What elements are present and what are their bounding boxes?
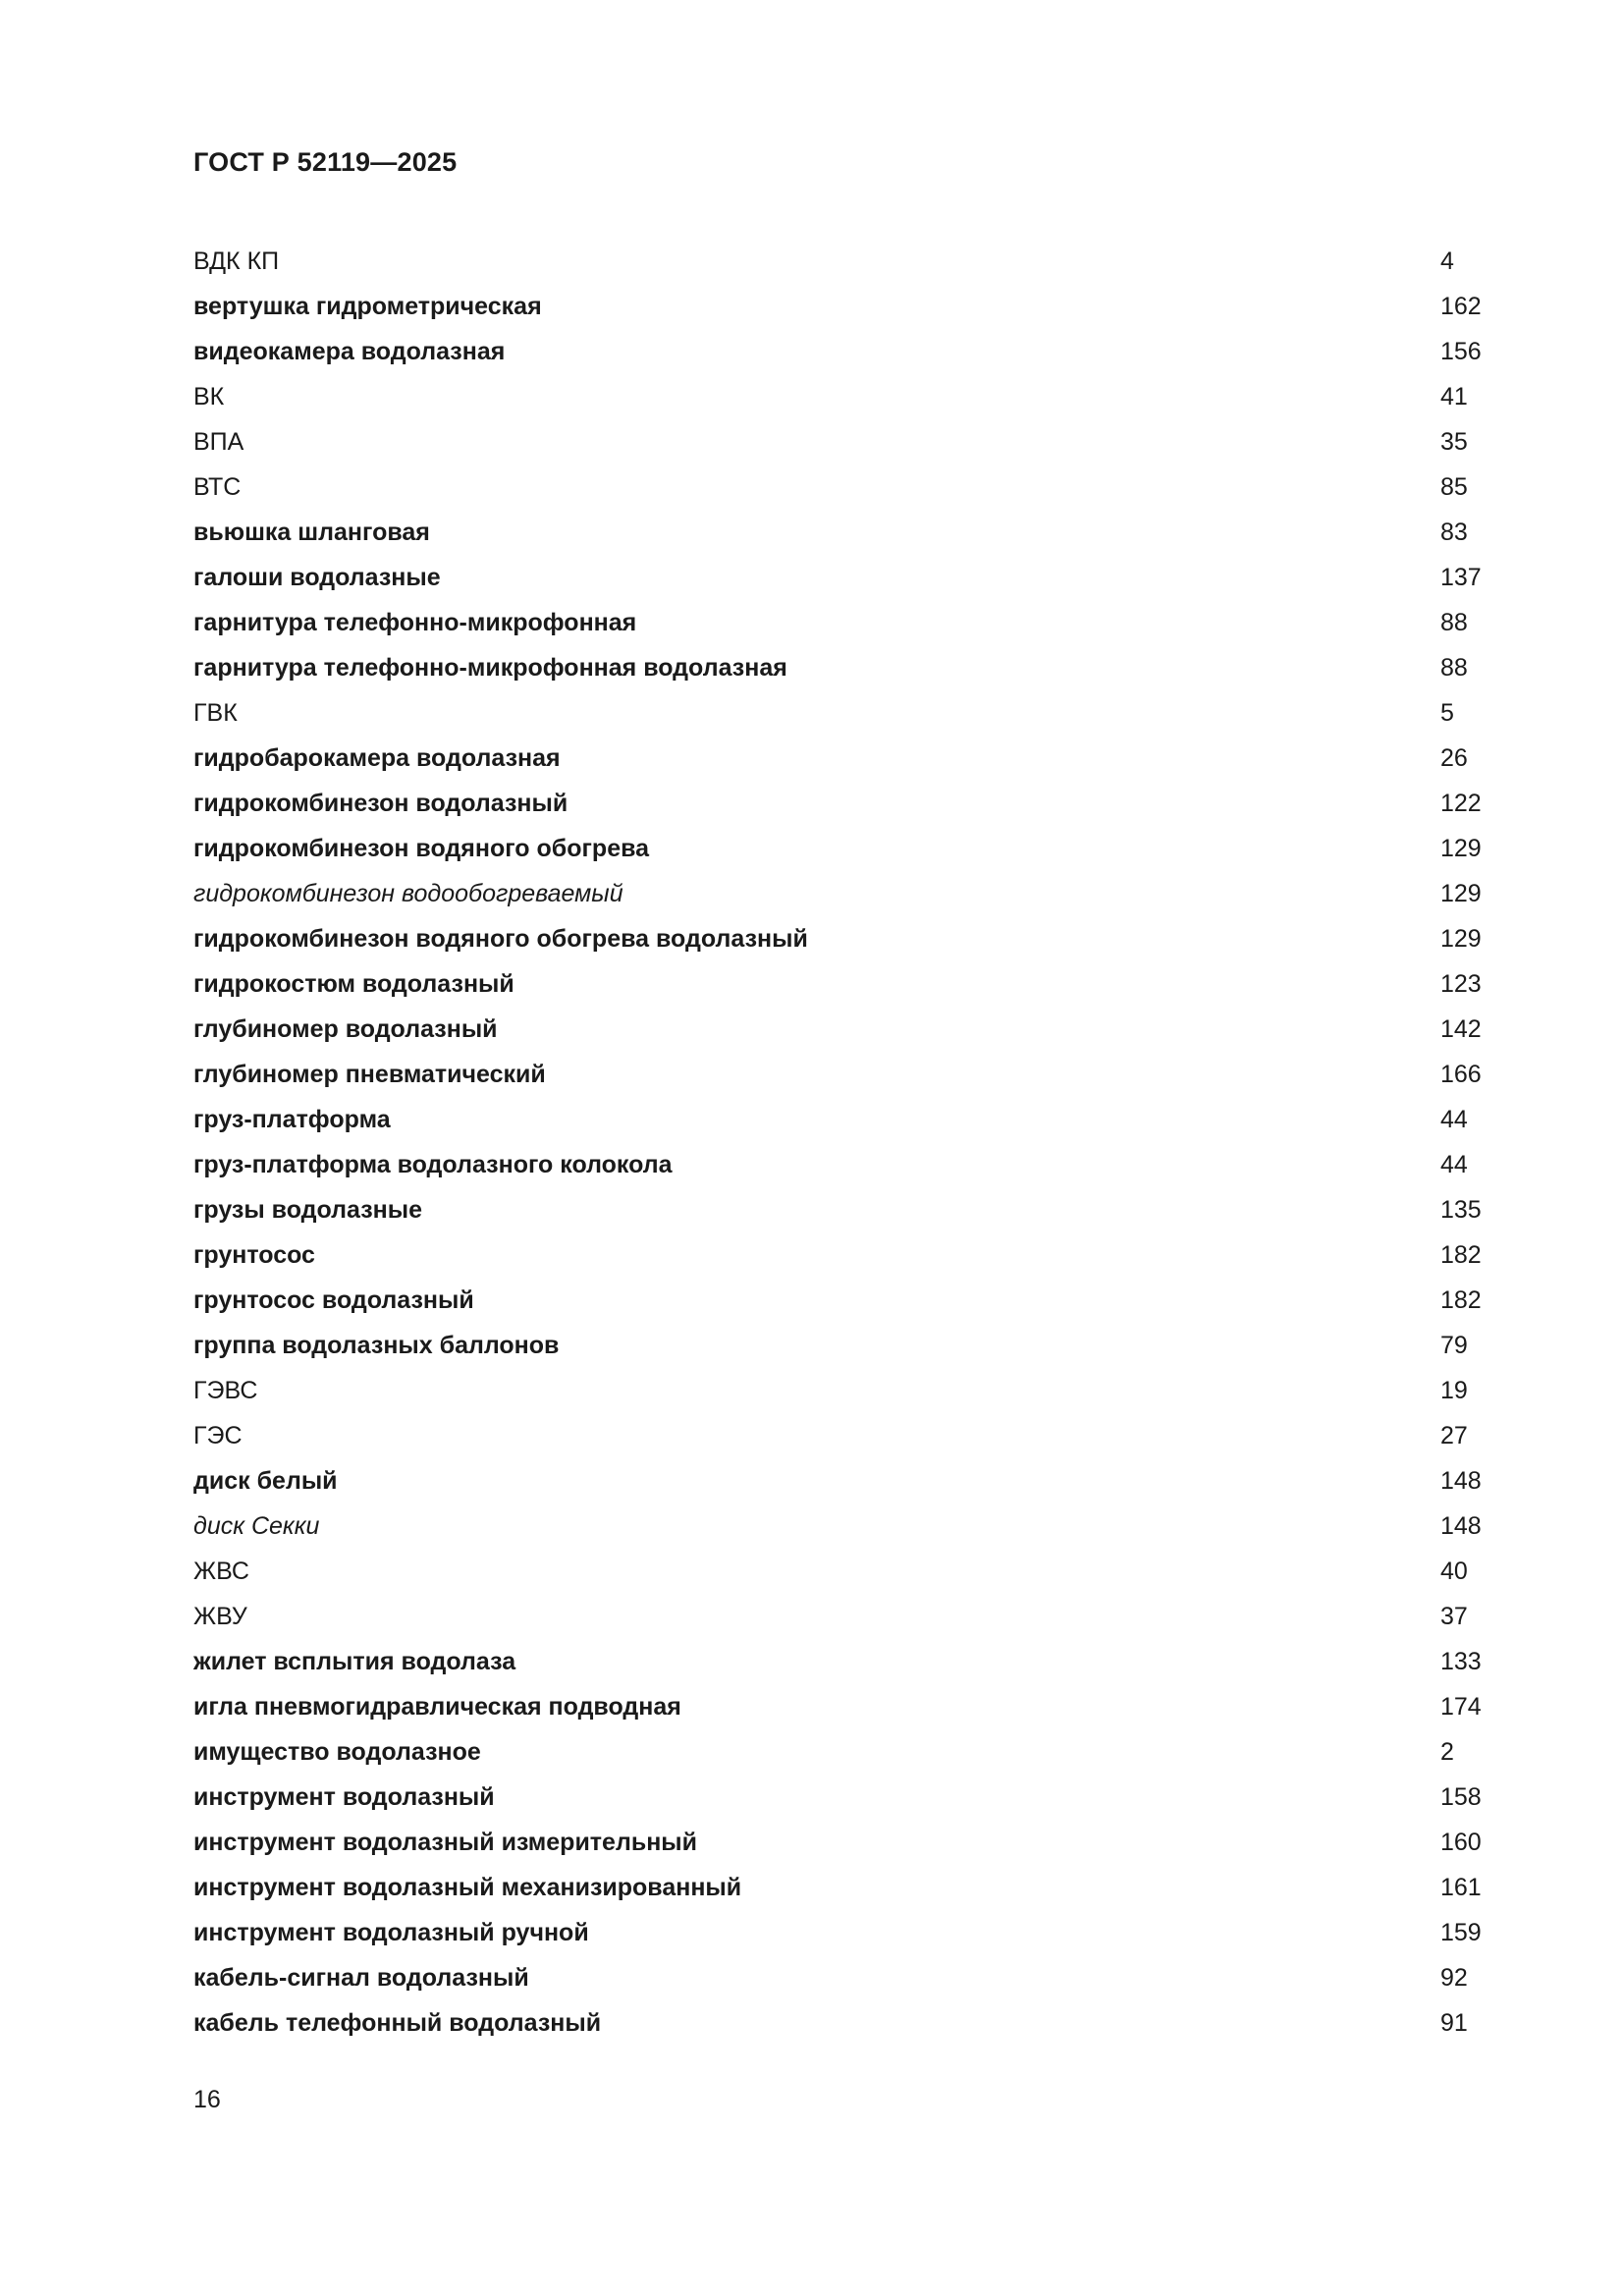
- index-term-number: 27: [1440, 1422, 1468, 1449]
- index-term-number: 142: [1440, 1015, 1482, 1043]
- index-term-number: 85: [1440, 473, 1468, 501]
- index-entry: [193, 1368, 1489, 1413]
- index-term: вьюшка шланговая: [193, 519, 430, 546]
- index-entry: [193, 1910, 1489, 1955]
- index-entry: [193, 1775, 1489, 1820]
- index-term: гидрокомбинезон водолазный: [193, 790, 568, 817]
- index-entry: [193, 374, 1489, 419]
- index-entry: [193, 1820, 1489, 1865]
- index-term: имущество водолазное: [193, 1738, 481, 1766]
- index-term: ВПА: [193, 428, 244, 456]
- index-term-number: 162: [1440, 293, 1482, 320]
- index-term-number: 83: [1440, 519, 1468, 546]
- index-term-number: 158: [1440, 1783, 1482, 1811]
- index-entry: [193, 1729, 1489, 1775]
- index-term-number: 40: [1440, 1558, 1468, 1585]
- index-entry: [193, 781, 1489, 826]
- index-entry: [193, 1955, 1489, 2000]
- index-term-number: 182: [1440, 1286, 1482, 1314]
- index-term-number: 92: [1440, 1964, 1468, 1992]
- index-term-number: 88: [1440, 609, 1468, 636]
- index-entry: [193, 1865, 1489, 1910]
- index-term: гидрокомбинезон водообогреваемый: [193, 880, 623, 907]
- index-term: гарнитура телефонно-микрофонная: [193, 609, 637, 636]
- index-entry: [193, 1639, 1489, 1684]
- index-entry: [193, 465, 1489, 510]
- index-entry: [193, 555, 1489, 600]
- index-entry: [193, 329, 1489, 374]
- index-entry: [193, 1052, 1489, 1097]
- index-term: инструмент водолазный измерительный: [193, 1829, 698, 1856]
- index-entry: [193, 916, 1489, 961]
- index-term-number: 129: [1440, 835, 1482, 862]
- index-term: гидробарокамера водолазная: [193, 744, 561, 772]
- index-term-number: 159: [1440, 1919, 1482, 1946]
- index-term: грунтосос: [193, 1241, 315, 1269]
- page-number: 16: [193, 2086, 221, 2113]
- index-term-number: 166: [1440, 1061, 1482, 1088]
- index-term: диск Секки: [193, 1512, 320, 1540]
- index-term-number: 182: [1440, 1241, 1482, 1269]
- index-term: кабель-сигнал водолазный: [193, 1964, 529, 1992]
- index-term-number: 161: [1440, 1874, 1482, 1901]
- index-term-number: 148: [1440, 1512, 1482, 1540]
- index-term-number: 129: [1440, 925, 1482, 953]
- index-term-number: 79: [1440, 1332, 1468, 1359]
- document-code-header: ГОСТ Р 52119—2025: [193, 147, 458, 177]
- index-term: игла пневмогидравлическая подводная: [193, 1693, 681, 1721]
- index-term: ВК: [193, 383, 225, 410]
- index-entry: [193, 1187, 1489, 1232]
- index-entry: [193, 1458, 1489, 1503]
- index-term: гидрокостюм водолазный: [193, 970, 514, 998]
- index-term: видеокамера водолазная: [193, 338, 506, 365]
- index-term-number: 91: [1440, 2009, 1468, 2037]
- index-term-number: 4: [1440, 247, 1454, 275]
- index-term: группа водолазных баллонов: [193, 1332, 560, 1359]
- index-term: гарнитура телефонно-микрофонная водолазная: [193, 654, 787, 682]
- index-term: инструмент водолазный ручной: [193, 1919, 589, 1946]
- index-entry: [193, 1007, 1489, 1052]
- index-term-number: 2: [1440, 1738, 1454, 1766]
- index-entry: [193, 1413, 1489, 1458]
- index-term-number: 156: [1440, 338, 1482, 365]
- index-term: ВДК КП: [193, 247, 280, 275]
- index-term-number: 123: [1440, 970, 1482, 998]
- term-index-list: [193, 239, 1489, 2046]
- index-term: ГЭВС: [193, 1377, 258, 1404]
- index-entry: [193, 961, 1489, 1007]
- index-entry: [193, 871, 1489, 916]
- index-term: гидрокомбинезон водяного обогрева: [193, 835, 650, 862]
- index-term: ЖВУ: [193, 1603, 247, 1630]
- index-entry: [193, 1323, 1489, 1368]
- index-term: ЖВС: [193, 1558, 249, 1585]
- index-term-number: 137: [1440, 564, 1482, 591]
- index-term: глубиномер водолазный: [193, 1015, 498, 1043]
- index-entry: [193, 1594, 1489, 1639]
- index-entry: [193, 1097, 1489, 1142]
- index-entry: [193, 690, 1489, 736]
- index-term-number: 26: [1440, 744, 1468, 772]
- index-term-number: 174: [1440, 1693, 1482, 1721]
- index-term-number: 44: [1440, 1106, 1468, 1133]
- index-term: вертушка гидрометрическая: [193, 293, 542, 320]
- index-term-number: 160: [1440, 1829, 1482, 1856]
- index-term: грунтосос водолазный: [193, 1286, 474, 1314]
- index-term: гидрокомбинезон водяного обогрева водолазный: [193, 925, 808, 953]
- index-term-number: 5: [1440, 699, 1454, 727]
- index-term: жилет всплытия водолаза: [193, 1648, 516, 1675]
- index-term-number: 135: [1440, 1196, 1482, 1224]
- index-entry: [193, 1549, 1489, 1594]
- index-term-number: 19: [1440, 1377, 1468, 1404]
- index-entry: [193, 1503, 1489, 1549]
- index-term: кабель телефонный водолазный: [193, 2009, 602, 2037]
- index-entry: [193, 284, 1489, 329]
- index-entry: [193, 419, 1489, 465]
- index-term: галоши водолазные: [193, 564, 441, 591]
- index-entry: [193, 2000, 1489, 2046]
- index-entry: [193, 826, 1489, 871]
- index-term-number: 44: [1440, 1151, 1468, 1178]
- index-term: диск белый: [193, 1467, 338, 1495]
- index-term-number: 148: [1440, 1467, 1482, 1495]
- index-term-number: 129: [1440, 880, 1482, 907]
- index-term-number: 37: [1440, 1603, 1468, 1630]
- index-term: груз-платформа: [193, 1106, 391, 1133]
- index-term: инструмент водолазный: [193, 1783, 495, 1811]
- index-entry: [193, 1684, 1489, 1729]
- index-term: груз-платформа водолазного колокола: [193, 1151, 673, 1178]
- index-entry: [193, 1142, 1489, 1187]
- index-entry: [193, 645, 1489, 690]
- index-term: ГЭС: [193, 1422, 243, 1449]
- index-term-number: 41: [1440, 383, 1468, 410]
- index-entry: [193, 600, 1489, 645]
- index-term-number: 88: [1440, 654, 1468, 682]
- index-entry: [193, 239, 1489, 284]
- index-term-number: 122: [1440, 790, 1482, 817]
- index-entry: [193, 736, 1489, 781]
- index-term: грузы водолазные: [193, 1196, 423, 1224]
- index-term: ВТС: [193, 473, 242, 501]
- index-term: глубиномер пневматический: [193, 1061, 546, 1088]
- index-entry: [193, 1232, 1489, 1278]
- index-entry: [193, 510, 1489, 555]
- index-term-number: 35: [1440, 428, 1468, 456]
- index-term: инструмент водолазный механизированный: [193, 1874, 742, 1901]
- index-term-number: 133: [1440, 1648, 1482, 1675]
- index-term: ГВК: [193, 699, 238, 727]
- index-entry: [193, 1278, 1489, 1323]
